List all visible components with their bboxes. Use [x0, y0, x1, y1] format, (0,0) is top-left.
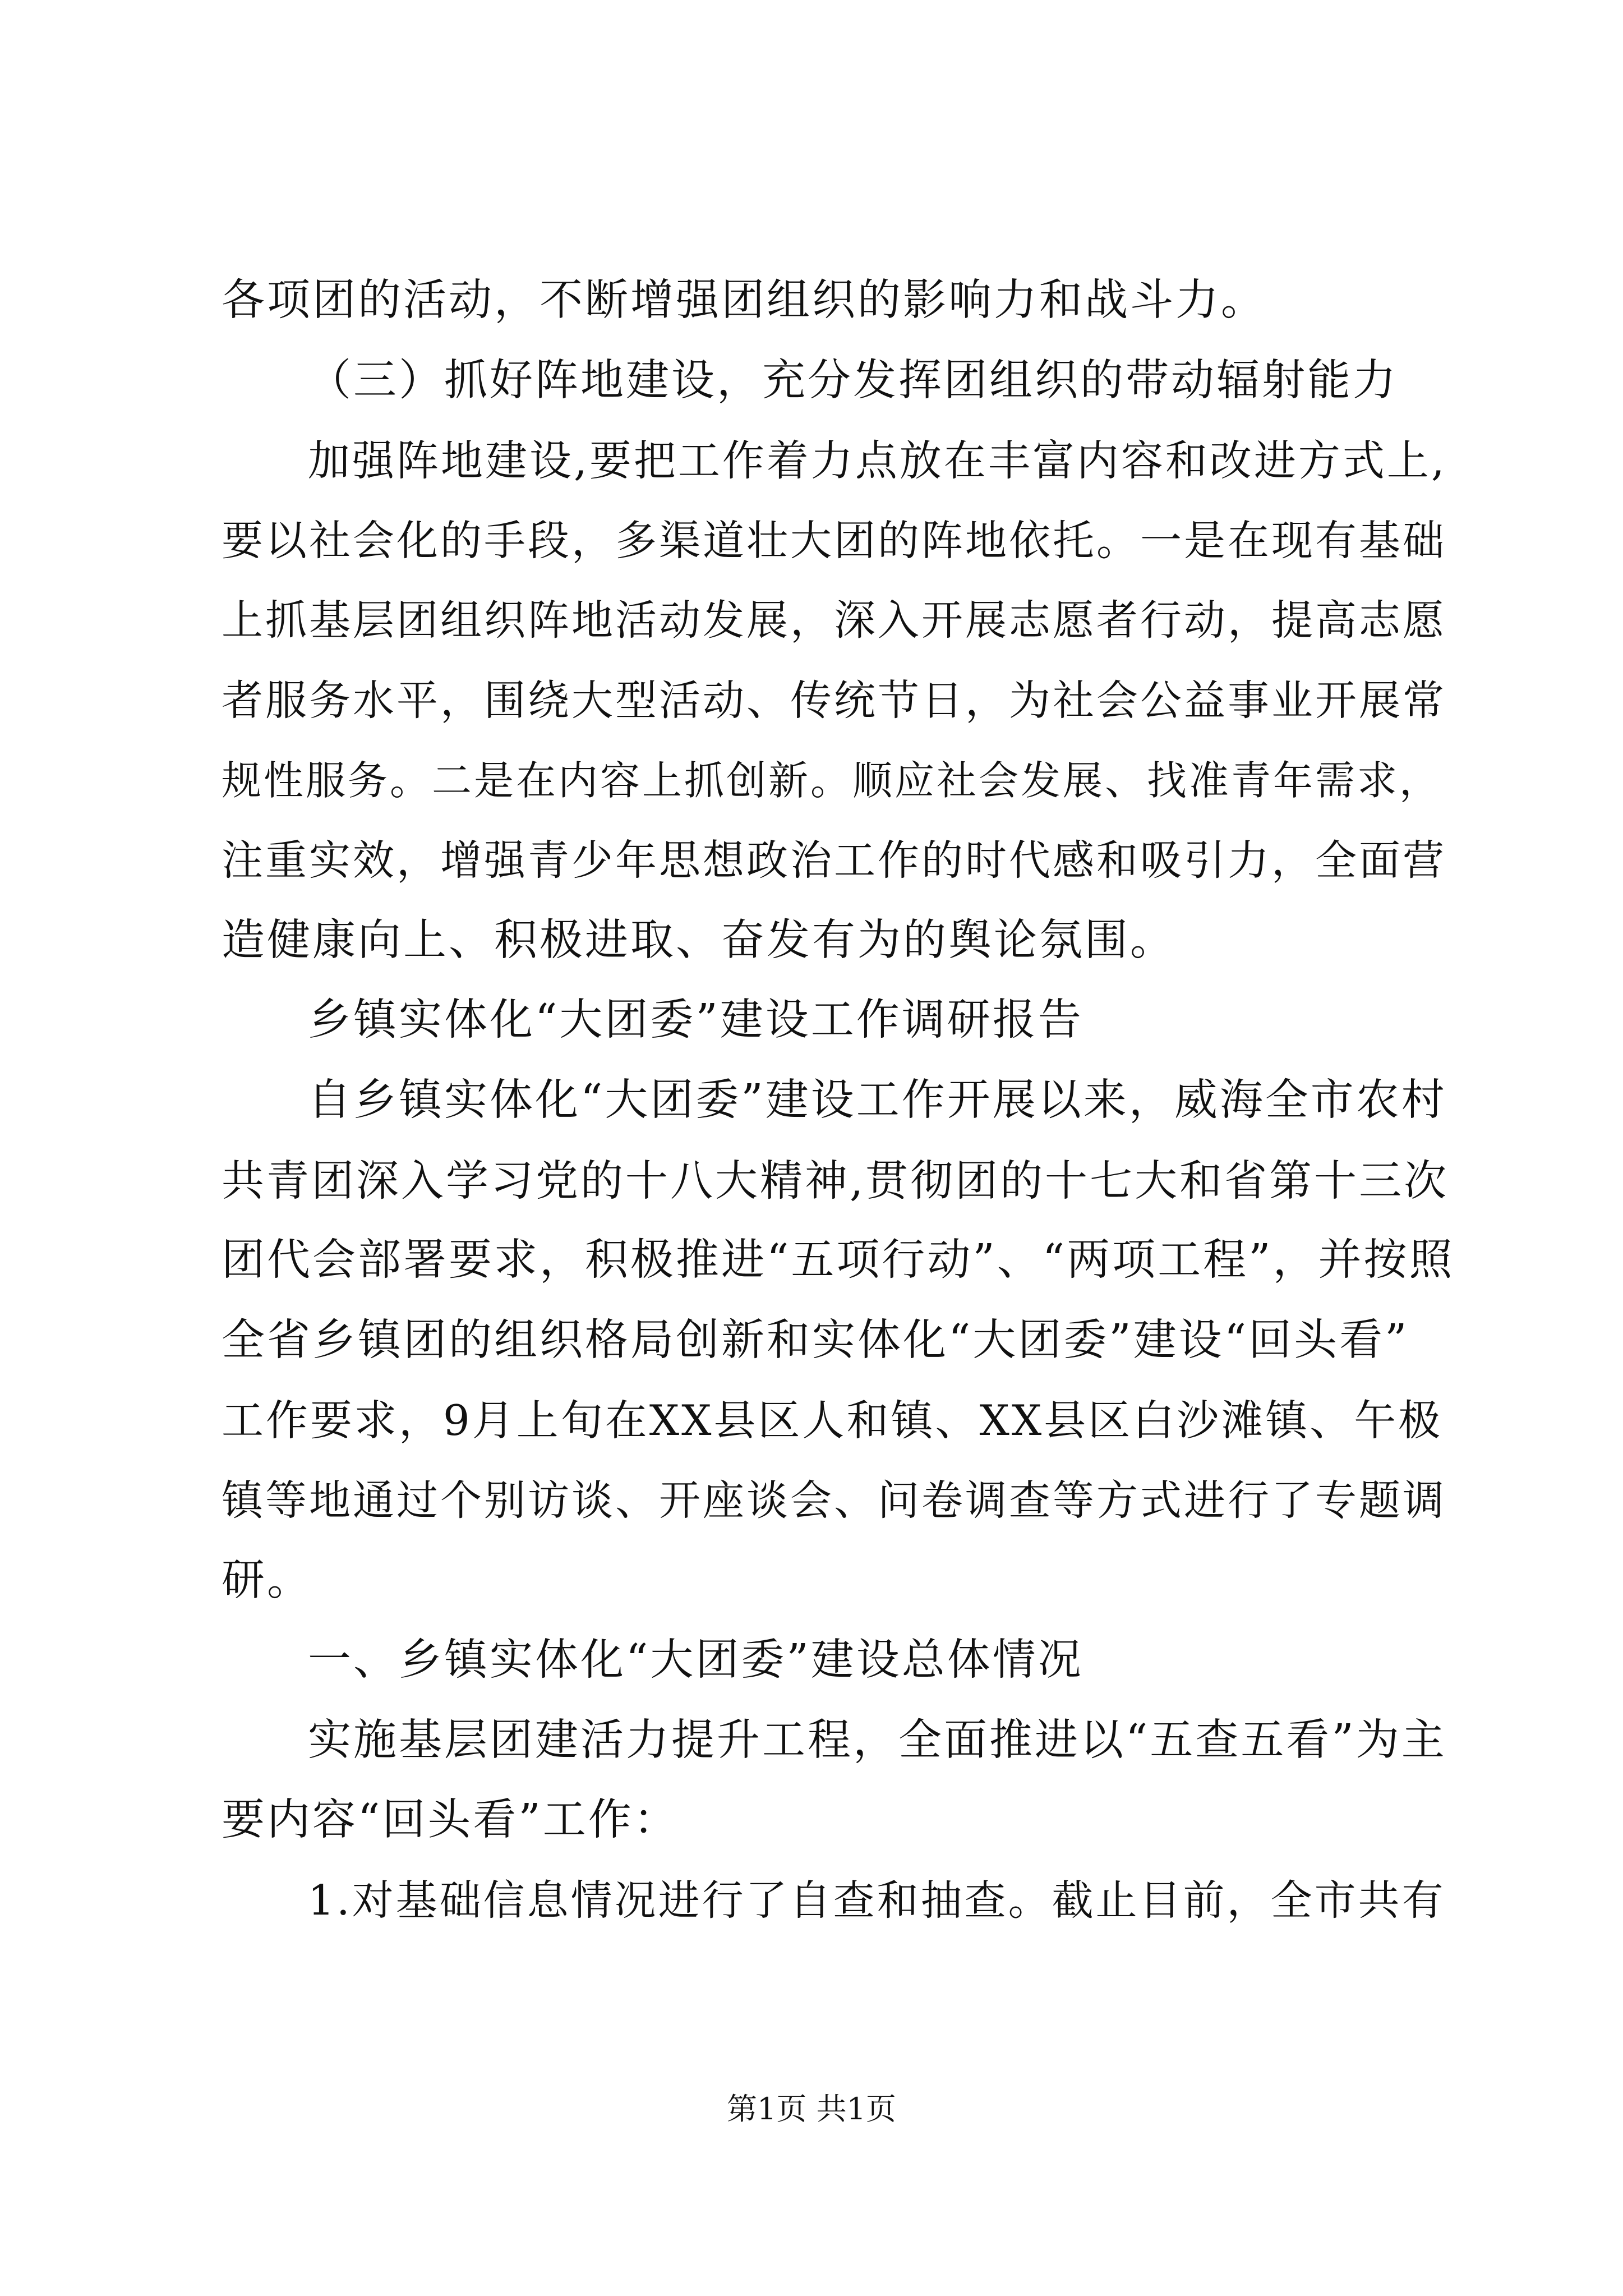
text-line: 造健康向上、积极进取、奋发有为的舆论氛围。 [222, 915, 1175, 965]
text-line: 团代会部署要求，积极推进“五项行动”、“两项工程”，并按照 [222, 1235, 1455, 1286]
text-line: 实施基层团建活力提升工程，全面推进以“五查五看”为主 [308, 1715, 1447, 1765]
text-line: 研。 [222, 1555, 312, 1605]
text-line: 者服务水平，围绕大型活动、传统节日，为社会公益事业开展常 [222, 676, 1446, 725]
text-line: （三）抓好阵地建设，充分发挥团组织的带动辐射能力 [308, 355, 1398, 406]
text-line: 注重实效，增强青少年思想政治工作的时代感和吸引力，全面营 [222, 836, 1446, 885]
text-line: 工作要求，9月上旬在XX县区人和镇、XX县区白沙滩镇、午极 [222, 1396, 1443, 1446]
text-line: 要内容“回头看”工作： [222, 1795, 679, 1846]
text-line: 上抓基层团组织阵地活动发展，深入开展志愿者行动，提高志愿 [222, 596, 1446, 645]
text-line: 共青团深入学习党的十八大精神,贯彻团的十七大和省第十三次 [222, 1155, 1449, 1205]
text-line: 一、乡镇实体化“大团委”建设总体情况 [308, 1635, 1083, 1686]
text-line: 加强阵地建设,要把工作着力点放在丰富内容和改进方式上, [308, 436, 1447, 486]
page-footer: 第1页 共1页 [727, 2091, 896, 2127]
text-line: 镇等地通过个别访谈、开座谈会、问卷调查等方式进行了专题调 [222, 1476, 1446, 1525]
text-line: 各项团的活动，不断增强团组织的影响力和战斗力。 [222, 275, 1266, 325]
text-line: 乡镇实体化“大团委”建设工作调研报告 [308, 995, 1083, 1046]
document-body [222, 261, 1455, 1940]
text-line: 要以社会化的手段，多渠道壮大团的阵地依托。一是在现有基础 [222, 516, 1446, 565]
text-line: 规性服务。二是在内容上抓创新。顺应社会发展、找准青年需求， [222, 757, 1442, 804]
text-line: 全省乡镇团的组织格局创新和实体化“大团委”建设“回头看” [222, 1315, 1409, 1365]
text-line: 1.对基础信息情况进行了自查和抽查。截止目前，全市共有 [308, 1876, 1446, 1925]
text-line: 自乡镇实体化“大团委”建设工作开展以来，威海全市农村 [308, 1075, 1447, 1125]
